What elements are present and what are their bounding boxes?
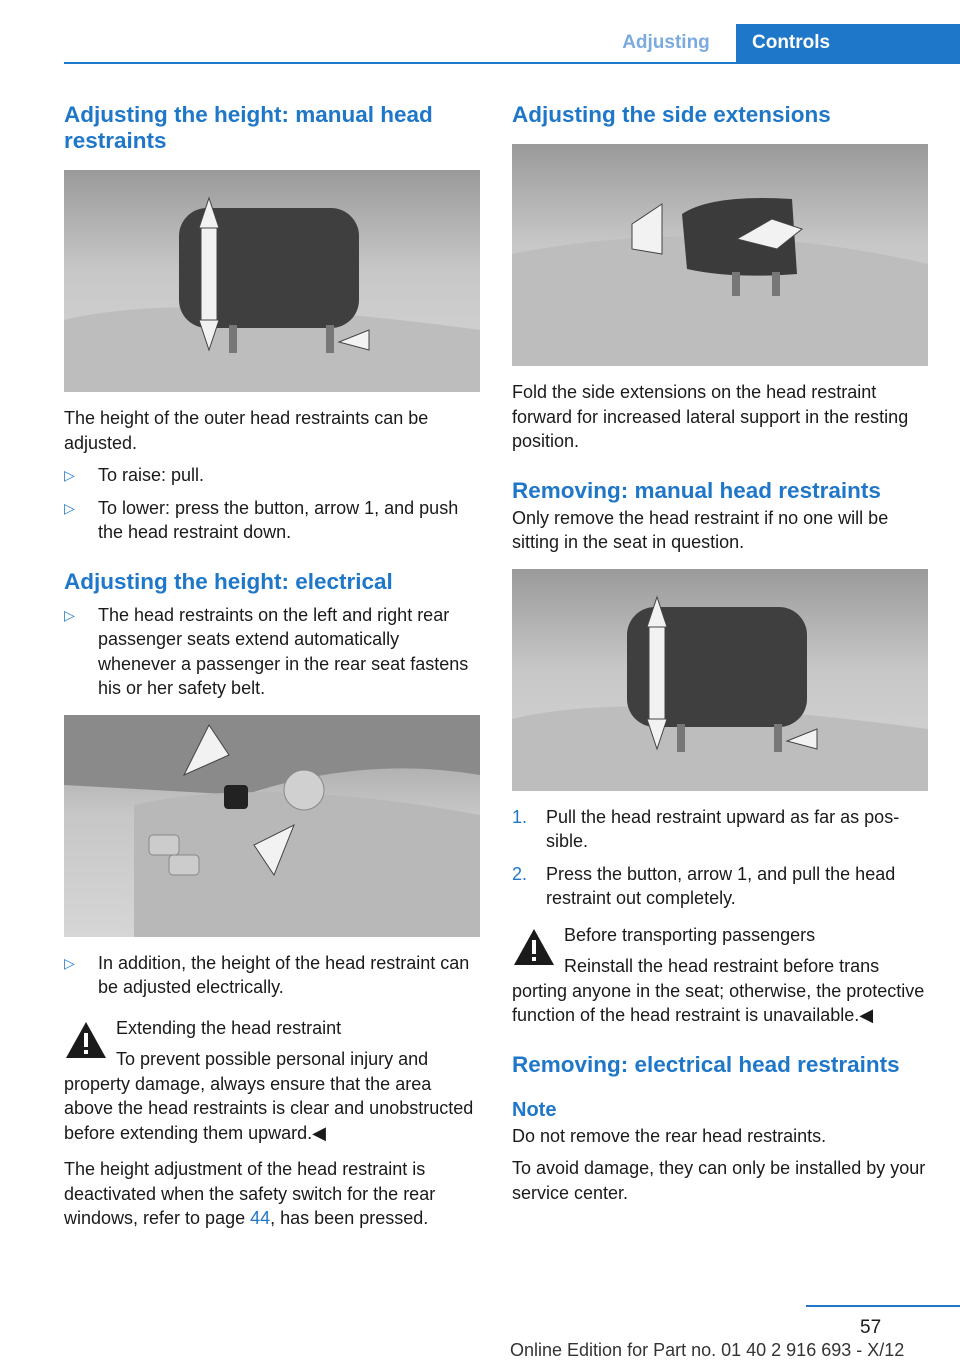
triangle-right-icon: ▷: [64, 954, 75, 971]
triangle-right-icon: ▷: [64, 606, 75, 623]
list-manual-adjust: [64, 463, 480, 545]
left-column: [64, 102, 480, 1231]
image-remove-head-restraint: [512, 569, 928, 791]
heading-remove-electrical: Removing: electrical head restraints: [512, 1051, 900, 1077]
warning-transporting: [512, 923, 928, 1028]
list-item: ▷ The head restraints on the left and right rear passenger seats extend automatically whenever a passenger in the rear seat fastens his or her safety belt.: [64, 604, 469, 698]
warning-extending: [64, 1016, 480, 1146]
warning-title: Before transporting passengers: [564, 924, 816, 945]
list-remove-steps: [512, 805, 928, 911]
paragraph-remove-manual: Only remove the head restraint if no one will be sitting in the seat in question.: [512, 507, 889, 552]
heading-manual-height: Adjusting the height: manual head restraints: [64, 102, 433, 153]
page-header: [0, 0, 960, 64]
paragraph-note-2: To avoid damage, they can only be installed by your service center.: [512, 1158, 926, 1203]
triangle-right-icon: ▷: [64, 467, 75, 483]
page-number: 57: [860, 1317, 882, 1338]
paragraph-note-1: Do not remove the rear head restraints.: [512, 1125, 827, 1146]
warning-triangle-icon: [512, 927, 556, 967]
list-item: ▷ To lower: press the button, arrow 1, and push the head restraint down.: [64, 497, 459, 542]
warning-first-line: To prevent possible personal injury and: [116, 1049, 429, 1069]
list-item: 2. Press the button, arrow 1, and pull the head restraint out completely.: [512, 863, 896, 908]
header-chapter: Controls: [736, 24, 960, 62]
warning-body: property damage, always ensure that the area above the head restraints is clear and unobstructed before extending them upward.◀: [64, 1073, 474, 1143]
list-item: ▷ In addition, the height of the head restraint can be adjusted electrically.: [64, 952, 470, 997]
list-addition: [64, 951, 480, 1000]
paragraph-side-extensions: Fold the side extensions on the head restraint forward for increased lateral support in the resting position.: [512, 382, 909, 451]
image-electrical-switch: [64, 715, 480, 937]
right-column: [512, 102, 928, 1205]
warning-title: Extending the head restraint: [116, 1017, 342, 1038]
list-item: 1. Pull the head restraint upward as far as possible.: [512, 806, 900, 851]
list-electrical: [64, 603, 480, 701]
warning-triangle-icon: [64, 1020, 108, 1060]
footer-edition: Online Edition for Part no. 01 40 2 916 693 - X/12: [510, 1340, 905, 1360]
list-item: ▷ To raise: pull.: [64, 463, 480, 488]
heading-note: Note: [512, 1098, 557, 1121]
header-rule: [64, 62, 960, 64]
warning-body: porting anyone in the seat; otherwise, the protective function of the head restraint is unavailable.◀: [512, 980, 925, 1025]
image-side-extensions: [512, 144, 928, 366]
page-reference-link[interactable]: 44: [250, 1208, 271, 1228]
paragraph-outer-adjust: The height of the outer head restraints can be adjusted.: [64, 408, 429, 453]
header-section: Adjusting: [622, 32, 710, 53]
heading-remove-manual: Removing: manual head restraints: [512, 477, 881, 503]
footer-rule: [806, 1305, 960, 1307]
triangle-right-icon: ▷: [64, 499, 75, 516]
paragraph-safety-switch: The height adjustment of the head restraint is deactivated when the safety switch for the rear windows, refer to page 44, has been pressed.: [64, 1159, 436, 1228]
heading-electrical-height: Adjusting the height: electrical: [64, 568, 393, 594]
image-manual-head-restraint: [64, 170, 480, 392]
warning-first-line: Reinstall the head restraint before trans: [564, 956, 880, 976]
heading-side-extensions: Adjusting the side extensions: [512, 102, 831, 127]
